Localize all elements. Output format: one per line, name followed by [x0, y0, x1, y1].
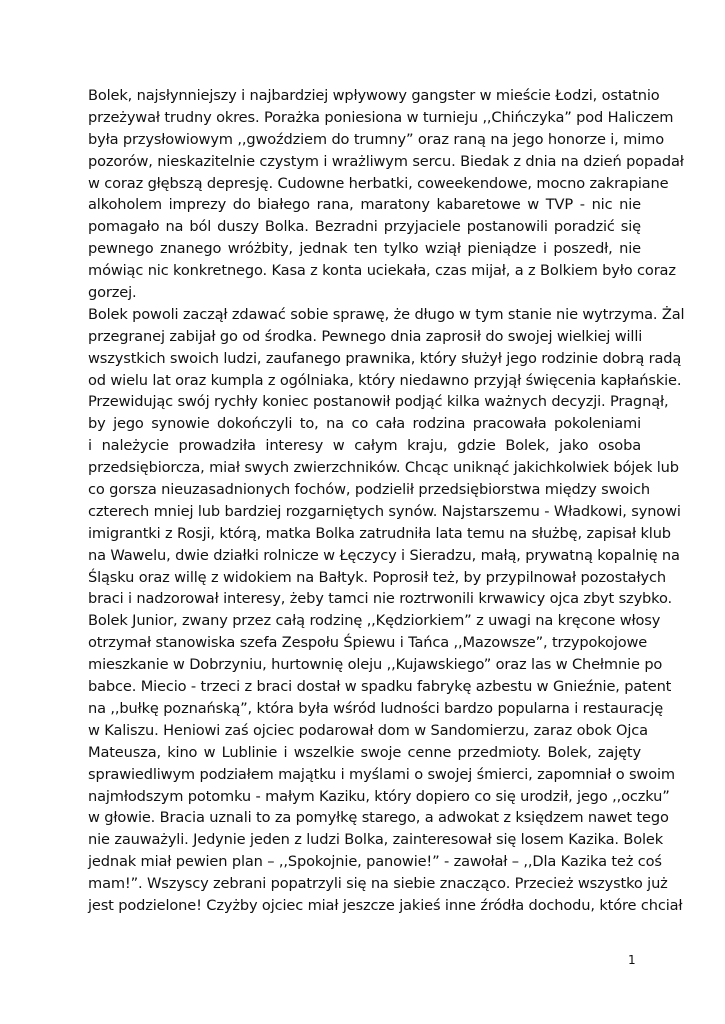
text-line: na ,,bułkę poznańską”, która była wśród ludności bardzo popularna i restaurację [88, 699, 664, 717]
text-line: jest podzielone! Czyżby ojciec miał jeszcze jakieś inne źródła dochodu, które chciał [88, 896, 683, 914]
text-line: Przewidując swój rychły koniec postanowił podjąć kilka ważnych decyzji. Pragnął, [88, 393, 669, 411]
text-line: otrzymał stanowiska szefa Zespołu Śpiewu i Tańca ,,Mazowsze”, trzypokojowe [88, 634, 648, 652]
text-line: co gorsza nieuzasadnionych fochów, podzielił przedsiębiorstwa między swoich [88, 481, 651, 499]
page-number: 1 [628, 953, 636, 967]
text-line: Bolek powoli zaczął zdawać sobie sprawę, że długo w tym stanie nie wytrzyma. Żal [88, 305, 685, 323]
text-line: przegranej zabijał go od środka. Pewnego dnia zaprosił do swojej wielkiej willi [88, 327, 643, 345]
text-line: alkoholem imprezy do białego rana, maratony kabaretowe w TVP - nic nie [88, 196, 641, 214]
text-line: babce. Miecio - trzeci z braci dostał w spadku fabrykę azbestu w Gnieźnie, patent [88, 678, 672, 696]
text-line: przedsiębiorcza, miał swych zwierzchników. Chcąc uniknąć jakichkolwiek bójek lub [88, 459, 679, 477]
text-line: pomagało na ból duszy Bolka. Bezradni przyjaciele postanowili poradzić się [88, 218, 641, 236]
text-line: nie zauważyli. Jedynie jeden z ludzi Bolka, zainteresował się losem Kazika. Bolek [88, 831, 664, 849]
text-line: Mateusza, kino w Lublinie i wszelkie swoje cenne przedmioty. Bolek, zajęty [88, 743, 641, 761]
text-line: w Kaliszu. Heniowi zaś ojciec podarował dom w Sandomierzu, zaraz obok Ojca [88, 721, 648, 739]
text-line: Bolek Junior, zwany przez całą rodzinę ,,Kędziorkiem” z uwagi na kręcone włosy [88, 612, 661, 630]
text-line: pewnego znanego wróżbity, jednak ten tylko wziął pieniądze i poszedł, nie [88, 240, 641, 258]
text-line: mówiąc nic konkretnego. Kasa z konta uciekała, czas mijał, a z Bolkiem było coraz [88, 262, 676, 280]
text-line: wszystkich swoich ludzi, zaufanego prawnika, który służył jego rodzinie dobrą radą [88, 349, 682, 367]
text-line: na Wawelu, dwie działki rolnicze w Łęczycy i Sieradzu, małą, prywatną kopalnię na [88, 546, 680, 564]
text-line: jednak miał pewien plan – ,,Spokojnie, panowie!” - zawołał – ,,Dla Kazika też coś [88, 853, 662, 871]
text-line: najmłodszym potomku - małym Kaziku, który dopiero co się urodził, jego ,,oczku” [88, 787, 670, 805]
text-line: braci i nadzorował interesy, żeby tamci nie roztrwonili krwawicy ojca zbyt szybko. [88, 590, 672, 608]
text-line: i należycie prowadziła interesy w całym kraju, gdzie Bolek, jako osoba [88, 437, 641, 455]
text-line: Śląsku oraz willę z widokiem na Bałtyk. Poprosił też, by przypilnował pozostałych [88, 568, 666, 586]
text-line: Bolek, najsłynniejszy i najbardziej wpływowy gangster w mieście Łodzi, ostatnio [88, 87, 660, 104]
text-line: czterech mniej lub bardziej rozgarniętych synów. Najstarszemu - Władkowi, synowi [88, 502, 681, 520]
text-line: pozorów, nieskazitelnie czystym i wrażliwym sercu. Biedak z dnia na dzień popadał [88, 152, 684, 170]
text-line: sprawiedliwym podziałem majątku i myślami o swojej śmierci, zapomniał o swoim [88, 765, 675, 783]
body-text [88, 85, 685, 917]
text-line: imigrantki z Rosji, którą, matka Bolka zatrudniła lata temu na służbę, zapisał klub [88, 524, 671, 542]
text-line: by jego synowie dokończyli to, na co cała rodzina pracowała pokoleniami [88, 415, 641, 433]
text-line: mam!”. Wszyscy zebrani popatrzyli się na siebie znacząco. Przecież wszystko już [88, 875, 668, 893]
text-line: od wielu lat oraz kumpla z ogólniaka, który niedawno przyjął święcenia kapłańskie. [88, 371, 682, 389]
text-line: przeżywał trudny okres. Porażka poniesiona w turnieju ,,Chińczyka” pod Haliczem [88, 108, 674, 126]
text-line: gorzej. [88, 284, 137, 302]
text-line: była przysłowiowym ,,gwoździem do trumny” oraz raną na jego honorze i, mimo [88, 130, 664, 148]
text-line: mieszkanie w Dobrzyniu, hurtownię oleju ,,Kujawskiego” oraz las w Chełmnie po [88, 656, 663, 674]
text-line: w coraz głębszą depresję. Cudowne herbatki, coweekendowe, mocno zakrapiane [88, 174, 669, 192]
text-line: w głowie. Bracia uznali to za pomyłkę starego, a adwokat z księdzem nawet tego [88, 809, 669, 827]
